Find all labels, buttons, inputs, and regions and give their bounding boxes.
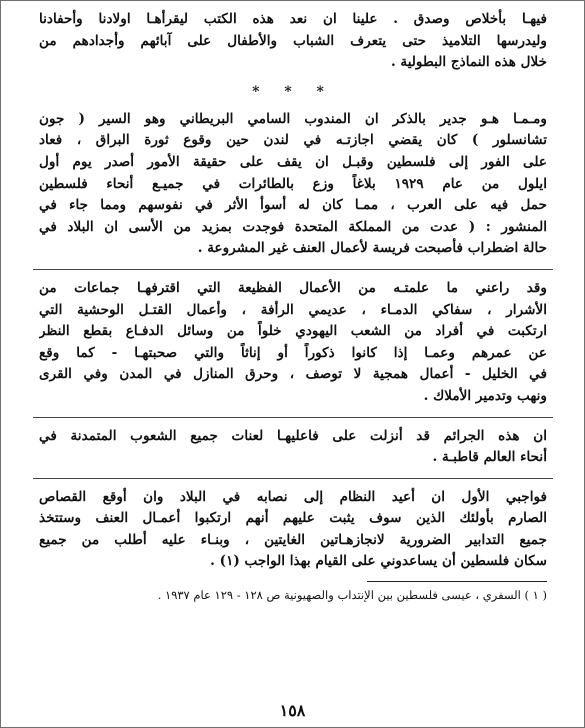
text-line: أنحاء العالم قاطبـة . — [432, 449, 547, 466]
text-line: المنشور : ( عدت من المملكة المتحدة فوجدت بمزيد من الأسى ان البلاد في — [39, 218, 547, 235]
text-line: عن عمرهم وعمـا إذا كانوا ذكوراً أو إناثاً والتي صحبتهـا - كما وقع — [39, 344, 547, 361]
text-line: فيهـا بأخلاص وصدق . علينا ان نعد هذه الكتب ليقرأهـا اولادنا وأحفادنا — [39, 11, 547, 27]
paragraph-2 — [39, 109, 547, 260]
text-line: خلال هذه النماذج البطولية . — [390, 54, 547, 71]
text-line: جميع التدابير الضرورية لانجازهـاتين الغايتين ، وبنـاء عليه أطلب من جميع — [39, 531, 547, 548]
text-line: على الفور إلى فلسطين وقبـل ان يقف على حقيقة الأمور أصدر يوم أول — [39, 153, 547, 170]
text-line: فواجبي الأول ان أعيد النظام إلى نصابه في البلاد وان أوقع القصاص — [39, 488, 547, 505]
divider-line — [33, 478, 553, 479]
text-line: الصارم بأولئك الذين سوف يثبت عليهم أنهم ارتكبوا أعمـال العنف وستتخذ — [39, 510, 547, 527]
text-line: حالة اضطراب فأصبحت فريسة لأعمال العنف غير المشروعة . — [197, 240, 547, 257]
footnote: ( ١ ) السفري ، عيسى فلسطين بين الإنتداب والصهيونية ص ١٢٨ - ١٢٩ عام ١٩٣٧ . — [157, 588, 547, 603]
text-line: حمل فيه على العرب ، ممـا كان له أسوأ الأثر في نفوسهم ومما جاء في — [39, 197, 547, 214]
text-line: ومـمـا هـو جدير بالذكر ان المندوب السامي البريطاني وهو السير ( جون — [39, 110, 547, 127]
divider-line — [33, 269, 553, 270]
text-line: ان هذه الجرائم قد أنزلت على فاعليهـا لعنات جميع الشعوب المتمدنة في — [39, 427, 547, 444]
text-line: وقد راعني ما علمتـه من الأعمال الفظيعة التي اقترفهـا جماعات من — [39, 279, 547, 296]
text-line: وليدرسها التلاميذ حتى يتعرف الشباب والأطفال على آبائهم وأجدادهم من — [39, 32, 547, 49]
text-line: في الخليل - أعمال همجية لا توصف ، وحرق المنازل في المدن وفي القرى — [39, 366, 547, 383]
paragraph-4 — [39, 426, 547, 469]
text-line: ارتكبت في أفراد من الشعب اليهودي خلواً من وسائل الدفـاع بقطع النظر — [39, 323, 547, 340]
text-line: تشانسلور ) كان يقضي اجازتـه في لندن حين وقوع ثورة البراق ، فعاد — [39, 132, 547, 149]
text-line: الأشرار ، سفاكي الدمـاء ، عديمي الرأفة ، وأعمال القتـل الوحشية التي — [39, 301, 547, 318]
text-line: ايلول من عام ١٩٢٩ بلاغاً وزع بالطائرات في جميـع أنحاء فلسطين — [39, 175, 547, 192]
section-separator: * * * — [252, 83, 334, 100]
divider-line — [33, 417, 553, 418]
text-line: سكان فلسطين أن يساعدوني على القيام بهذا الواجب (١) . — [210, 553, 547, 570]
page-number: ١٥٨ — [279, 701, 306, 720]
paragraph-5 — [39, 487, 547, 573]
page-text — [39, 9, 547, 604]
paragraph-1 — [39, 9, 547, 74]
text-line: ونهب وتدمير الأملاك . — [423, 387, 547, 404]
paragraph-3 — [39, 278, 547, 408]
footnote-rule — [367, 581, 547, 582]
